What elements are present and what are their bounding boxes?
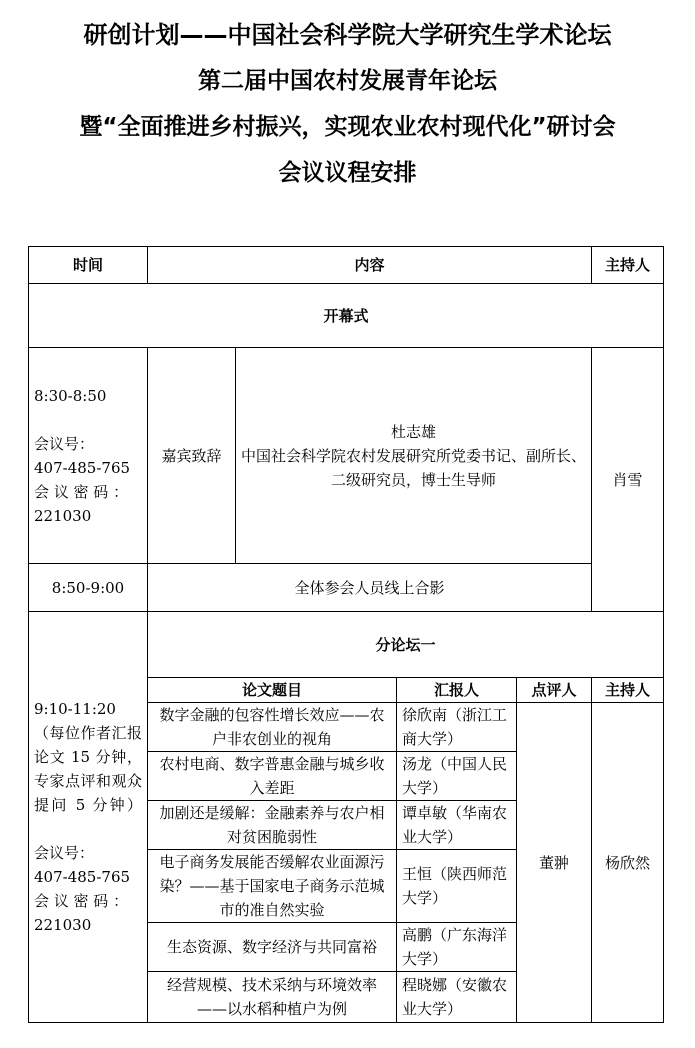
subforum-title-row — [29, 612, 664, 678]
paper-title: 电子商务发展能否缓解农业面源污染？——基于国家电子商务示范城市的准自然实验 — [148, 850, 397, 923]
opening-title-row — [29, 284, 664, 348]
opening-time-cell — [29, 348, 148, 564]
opening-row-2 — [29, 564, 664, 612]
speaker-cell — [236, 348, 592, 564]
header-content: 内容 — [148, 247, 592, 284]
subforum-time-cell — [29, 612, 148, 1023]
paper-presenter: 汤龙（中国人民大学） — [397, 752, 517, 801]
paper-presenter: 谭卓敏（华南农业大学） — [397, 801, 517, 850]
photo-activity: 全体参会人员线上合影 — [148, 564, 592, 612]
paper-title: 农村电商、数字普惠金融与城乡收入差距 — [148, 752, 397, 801]
col-presenter: 汇报人 — [397, 678, 517, 703]
paper-presenter: 王恒（陕西师范大学） — [397, 850, 517, 923]
col-paper: 论文题目 — [148, 678, 397, 703]
table-header-row — [29, 247, 664, 284]
paper-presenter: 徐欣南（浙江工商大学） — [397, 703, 517, 752]
password: 221030 — [34, 506, 92, 525]
subforum-time: 9:10-11:20 — [34, 700, 116, 718]
opening-title: 开幕式 — [29, 284, 664, 348]
subforum-password-label: 会 议 密 码 ： — [34, 892, 129, 910]
meeting-id-label: 会议号： — [34, 434, 95, 453]
paper-presenter: 程晓娜（安徽农业大学） — [397, 972, 517, 1023]
col-host: 主持人 — [592, 678, 664, 703]
opening-time: 8:30-8:50 — [34, 386, 107, 405]
paper-title: 经营规模、技术采纳与环境效率——以水稻种植户为例 — [148, 972, 397, 1023]
title-line-1: 研创计划——中国社会科学院大学研究生学术论坛 — [83, 21, 612, 49]
speaker-title: 中国社会科学院农村发展研究所党委书记、副所长、二级研究员，博士生导师 — [241, 446, 587, 489]
opening-row-1 — [29, 348, 664, 564]
subforum-reviewer: 董翀 — [517, 703, 592, 1023]
title-line-2: 第二届中国农村发展青年论坛 — [198, 68, 497, 94]
paper-title: 加剧还是缓解：金融素养与农户相对贫困脆弱性 — [148, 801, 397, 850]
paper-presenter: 高鹏（广东海洋大学） — [397, 923, 517, 972]
opening-host: 肖雪 — [592, 348, 664, 612]
header-host: 主持人 — [592, 247, 664, 284]
title-line-4: 会议议程安排 — [278, 160, 417, 186]
paper-title: 生态资源、数字经济与共同富裕 — [148, 923, 397, 972]
meeting-id: 407-485-765 — [34, 458, 131, 477]
title-line-3: 暨“全面推进乡村振兴，实现农业农村现代化”研讨会 — [79, 114, 616, 140]
subforum-meeting-id-label: 会议号： — [34, 844, 95, 862]
opening-activity: 嘉宾致辞 — [148, 348, 236, 564]
subforum-host: 杨欣然 — [592, 703, 664, 1023]
document-header — [0, 14, 695, 198]
subforum-password: 221030 — [34, 916, 92, 934]
header-time: 时间 — [29, 247, 148, 284]
speaker-name: 杜志雄 — [391, 422, 437, 441]
photo-time: 8:50-9:00 — [29, 564, 148, 612]
subforum-meeting-id: 407-485-765 — [34, 868, 131, 886]
password-label: 会 议 密 码 ： — [34, 482, 129, 501]
subforum-note: （每位作者汇报论文 15 分钟，专家点评和观众提问 5 分钟） — [34, 724, 142, 814]
paper-title: 数字金融的包容性增长效应——农户非农创业的视角 — [148, 703, 397, 752]
subforum-title: 分论坛一 — [148, 612, 664, 678]
agenda-table — [28, 246, 664, 1023]
col-reviewer: 点评人 — [517, 678, 592, 703]
